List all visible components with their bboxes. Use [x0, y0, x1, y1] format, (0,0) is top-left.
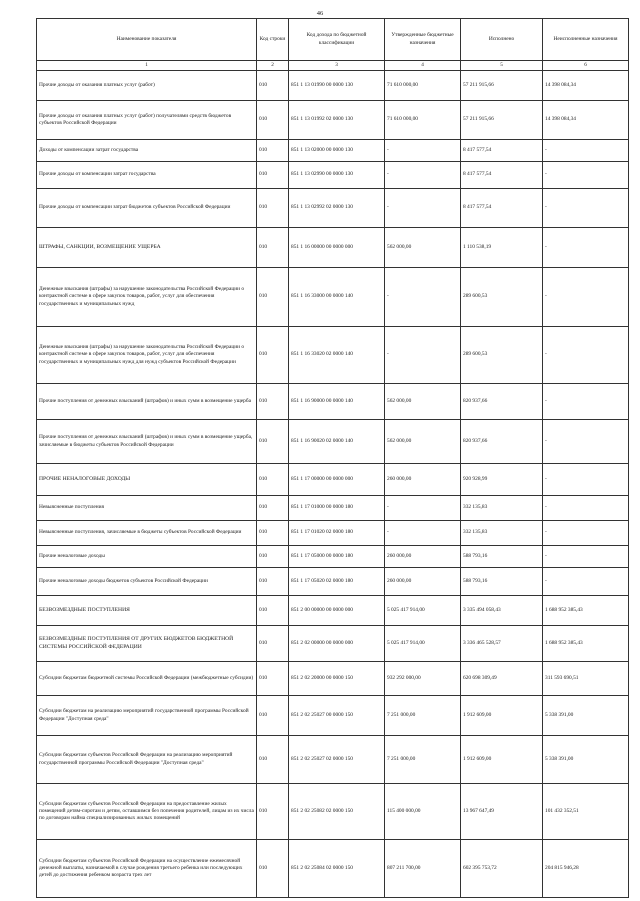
- row-executed: 920 928,99: [461, 464, 543, 496]
- row-name: Прочие доходы от оказания платных услуг (работ) получателями средств бюджетов субъектов Российской Федерации: [37, 101, 257, 140]
- column-number: 4: [385, 61, 461, 71]
- row-income-code: 851 1 17 00000 00 0000 000: [289, 464, 385, 496]
- row-income-code: 851 2 02 25027 00 0000 150: [289, 696, 385, 736]
- row-executed: 820 937,66: [461, 420, 543, 464]
- row-name: Невыясненные поступления: [37, 496, 257, 521]
- row-income-code: 851 1 16 90000 00 0000 140: [289, 384, 385, 420]
- row-executed: 332 135,83: [461, 521, 543, 546]
- row-executed: 332 135,83: [461, 496, 543, 521]
- row-approved: 71 610 000,00: [385, 71, 461, 101]
- table-row: [37, 228, 629, 268]
- row-income-code: 851 1 13 01990 00 0000 130: [289, 71, 385, 101]
- row-line-code: 010: [257, 464, 289, 496]
- row-executed: 588 793,16: [461, 568, 543, 596]
- row-executed: 602 395 753,72: [461, 840, 543, 898]
- header-name: Наименование показателя: [37, 19, 257, 61]
- row-approved: 7 251 000,00: [385, 696, 461, 736]
- row-unexecuted: -: [543, 140, 629, 162]
- row-line-code: 010: [257, 596, 289, 626]
- row-approved: 932 292 000,00: [385, 662, 461, 696]
- row-name: БЕЗВОЗМЕЗДНЫЕ ПОСТУПЛЕНИЯ: [37, 596, 257, 626]
- row-name: ШТРАФЫ, САНКЦИИ, ВОЗМЕЩЕНИЕ УЩЕРБА: [37, 228, 257, 268]
- row-income-code: 851 1 13 01992 02 0000 130: [289, 101, 385, 140]
- row-line-code: 010: [257, 784, 289, 840]
- row-unexecuted: -: [543, 327, 629, 384]
- table-row: [37, 596, 629, 626]
- row-line-code: 010: [257, 384, 289, 420]
- row-unexecuted: -: [543, 268, 629, 327]
- row-executed: 1 912 609,00: [461, 736, 543, 784]
- row-name: Прочие неналоговые доходы бюджетов субъектов Российской Федерации: [37, 568, 257, 596]
- row-income-code: 851 1 17 01020 02 0000 180: [289, 521, 385, 546]
- row-executed: 289 600,53: [461, 268, 543, 327]
- row-income-code: 851 1 16 90020 02 0000 140: [289, 420, 385, 464]
- row-executed: 289 600,53: [461, 327, 543, 384]
- row-approved: -: [385, 140, 461, 162]
- row-name: Субсидии бюджетам бюджетной системы Российской Федерации (межбюджетные субсидии): [37, 662, 257, 696]
- row-executed: 57 211 915,66: [461, 101, 543, 140]
- row-line-code: 010: [257, 662, 289, 696]
- row-name: Денежные взыскания (штрафы) за нарушение законодательства Российской Федерации о контрактной системе в сфере закупок товаров, работ, услуг для обеспечения государственных и муниципальных нужд для нужд субъектов Российской Федерации: [37, 327, 257, 384]
- header-unexecuted: Неисполненные назначения: [543, 19, 629, 61]
- row-name: Прочие поступления от денежных взысканий (штрафов) и иных сумм в возмещение ущерба: [37, 384, 257, 420]
- row-income-code: 851 2 02 25027 02 0000 150: [289, 736, 385, 784]
- row-executed: 3 336 465 528,57: [461, 626, 543, 662]
- row-name: Субсидии бюджетам субъектов Российской Федерации на реализацию мероприятий государственной программы Российской Федерации "Доступная среда": [37, 736, 257, 784]
- row-income-code: 851 1 13 02992 02 0000 130: [289, 189, 385, 228]
- row-line-code: 010: [257, 71, 289, 101]
- column-number: 1: [37, 61, 257, 71]
- table-row: [37, 496, 629, 521]
- row-name: Доходы от компенсации затрат государства: [37, 140, 257, 162]
- column-number: 3: [289, 61, 385, 71]
- row-unexecuted: 5 338 391,00: [543, 736, 629, 784]
- row-unexecuted: -: [543, 228, 629, 268]
- row-name: Денежные взыскания (штрафы) за нарушение законодательства Российской Федерации о контрактной системе в сфере закупок товаров, работ, услуг для обеспечения государственных и муниципальных нужд: [37, 268, 257, 327]
- table-row: [37, 696, 629, 736]
- row-line-code: 010: [257, 521, 289, 546]
- row-line-code: 010: [257, 140, 289, 162]
- row-unexecuted: -: [543, 496, 629, 521]
- row-name: Прочие доходы от компенсации затрат государства: [37, 162, 257, 189]
- row-line-code: 010: [257, 568, 289, 596]
- row-unexecuted: -: [543, 464, 629, 496]
- column-number: 6: [543, 61, 629, 71]
- row-approved: 562 000,00: [385, 228, 461, 268]
- row-executed: 13 967 647,49: [461, 784, 543, 840]
- row-approved: 5 025 417 914,00: [385, 626, 461, 662]
- table-row: [37, 784, 629, 840]
- row-unexecuted: -: [543, 384, 629, 420]
- header-income-code: Код дохода по бюджетной классификации: [289, 19, 385, 61]
- table-row: [37, 420, 629, 464]
- table-row: [37, 568, 629, 596]
- row-executed: 620 698 309,49: [461, 662, 543, 696]
- table-header-row: [37, 19, 629, 61]
- row-executed: 1 912 609,00: [461, 696, 543, 736]
- header-line-code: Код строки: [257, 19, 289, 61]
- row-executed: 3 335 494 058,43: [461, 596, 543, 626]
- row-name: Субсидии бюджетам субъектов Российской Федерации на осуществление ежемесячной денежной выплаты, назначаемой в случае рождения третьего ребенка или последующих детей до достижения ребенком возраста трех лет: [37, 840, 257, 898]
- row-line-code: 010: [257, 327, 289, 384]
- row-approved: -: [385, 496, 461, 521]
- row-name: Невыясненные поступления, зачисляемые в бюджеты субъектов Российской Федерации: [37, 521, 257, 546]
- row-name: Субсидии бюджетам на реализацию мероприятий государственной программы Российской Федерации "Доступная среда": [37, 696, 257, 736]
- row-name: Прочие неналоговые доходы: [37, 546, 257, 568]
- row-unexecuted: 5 338 391,00: [543, 696, 629, 736]
- row-name: Прочие поступления от денежных взысканий (штрафов) и иных сумм в возмещение ущерба, зачисляемые в бюджеты субъектов Российской Федерации: [37, 420, 257, 464]
- table-row: [37, 327, 629, 384]
- row-executed: 820 937,66: [461, 384, 543, 420]
- row-unexecuted: -: [543, 420, 629, 464]
- table-row: [37, 840, 629, 898]
- column-number-row: [37, 61, 629, 71]
- row-executed: 8 417 577,54: [461, 162, 543, 189]
- row-income-code: 851 2 02 00000 00 0000 000: [289, 626, 385, 662]
- row-line-code: 010: [257, 228, 289, 268]
- table-row: [37, 140, 629, 162]
- row-approved: 562 000,00: [385, 384, 461, 420]
- row-line-code: 010: [257, 496, 289, 521]
- row-line-code: 010: [257, 736, 289, 784]
- row-unexecuted: 311 593 690,51: [543, 662, 629, 696]
- row-line-code: 010: [257, 101, 289, 140]
- row-income-code: 851 1 16 33000 00 0000 140: [289, 268, 385, 327]
- row-unexecuted: -: [543, 521, 629, 546]
- row-line-code: 010: [257, 626, 289, 662]
- row-unexecuted: 1 688 952 385,43: [543, 596, 629, 626]
- row-approved: 7 251 000,00: [385, 736, 461, 784]
- row-line-code: 010: [257, 420, 289, 464]
- row-executed: 57 211 915,66: [461, 71, 543, 101]
- row-executed: 588 793,16: [461, 546, 543, 568]
- row-approved: 260 000,00: [385, 568, 461, 596]
- row-line-code: 010: [257, 696, 289, 736]
- row-unexecuted: -: [543, 546, 629, 568]
- row-name: Прочие доходы от оказания платных услуг (работ): [37, 71, 257, 101]
- row-approved: -: [385, 162, 461, 189]
- row-approved: 260 000,00: [385, 546, 461, 568]
- row-line-code: 010: [257, 268, 289, 327]
- row-name: ПРОЧИЕ НЕНАЛОГОВЫЕ ДОХОДЫ: [37, 464, 257, 496]
- row-name: Прочие доходы от компенсации затрат бюджетов субъектов Российской Федерации: [37, 189, 257, 228]
- table-row: [37, 521, 629, 546]
- row-executed: 1 110 538,19: [461, 228, 543, 268]
- row-income-code: 851 2 02 25082 02 0000 150: [289, 784, 385, 840]
- row-approved: 807 211 700,00: [385, 840, 461, 898]
- row-executed: 8 417 577,54: [461, 189, 543, 228]
- row-income-code: 851 1 17 05020 02 0000 180: [289, 568, 385, 596]
- column-number: 5: [461, 61, 543, 71]
- row-unexecuted: 14 398 084,34: [543, 71, 629, 101]
- row-line-code: 010: [257, 546, 289, 568]
- row-approved: 71 610 000,00: [385, 101, 461, 140]
- row-approved: 5 025 417 914,00: [385, 596, 461, 626]
- row-income-code: 851 1 13 02990 00 0000 130: [289, 162, 385, 189]
- row-income-code: 851 2 00 00000 00 0000 000: [289, 596, 385, 626]
- row-name: БЕЗВОЗМЕЗДНЫЕ ПОСТУПЛЕНИЯ ОТ ДРУГИХ БЮДЖЕТОВ БЮДЖЕТНОЙ СИСТЕМЫ РОССИЙСКОЙ ФЕДЕРАЦИИ: [37, 626, 257, 662]
- table-row: [37, 736, 629, 784]
- row-approved: 115 400 000,00: [385, 784, 461, 840]
- row-unexecuted: -: [543, 189, 629, 228]
- header-approved: Утвержденные бюджетные назначения: [385, 19, 461, 61]
- row-income-code: 851 1 16 33020 02 0000 140: [289, 327, 385, 384]
- row-approved: -: [385, 268, 461, 327]
- row-executed: 8 417 577,54: [461, 140, 543, 162]
- row-unexecuted: 14 398 084,34: [543, 101, 629, 140]
- table-row: [37, 626, 629, 662]
- row-unexecuted: -: [543, 162, 629, 189]
- row-unexecuted: 101 432 352,51: [543, 784, 629, 840]
- row-line-code: 010: [257, 162, 289, 189]
- table-row: [37, 546, 629, 568]
- table-row: [37, 71, 629, 101]
- table-row: [37, 101, 629, 140]
- table-row: [37, 189, 629, 228]
- row-line-code: 010: [257, 840, 289, 898]
- column-number: 2: [257, 61, 289, 71]
- row-approved: -: [385, 521, 461, 546]
- row-line-code: 010: [257, 189, 289, 228]
- row-approved: 260 000,00: [385, 464, 461, 496]
- row-income-code: 851 2 02 25084 02 0000 150: [289, 840, 385, 898]
- row-income-code: 851 1 17 01000 00 0000 180: [289, 496, 385, 521]
- row-income-code: 851 1 13 02000 00 0000 130: [289, 140, 385, 162]
- header-executed: Исполнено: [461, 19, 543, 61]
- table-row: [37, 384, 629, 420]
- row-approved: 562 000,00: [385, 420, 461, 464]
- budget-execution-table: [36, 18, 629, 898]
- table-row: [37, 662, 629, 696]
- table-row: [37, 464, 629, 496]
- row-unexecuted: -: [543, 568, 629, 596]
- table-row: [37, 268, 629, 327]
- row-approved: -: [385, 327, 461, 384]
- row-approved: -: [385, 189, 461, 228]
- row-unexecuted: 204 815 946,28: [543, 840, 629, 898]
- row-income-code: 851 2 02 20000 00 0000 150: [289, 662, 385, 696]
- page-number: 46: [316, 10, 324, 17]
- table-row: [37, 162, 629, 189]
- row-income-code: 851 1 17 05000 00 0000 180: [289, 546, 385, 568]
- row-unexecuted: 1 688 952 385,43: [543, 626, 629, 662]
- row-name: Субсидии бюджетам субъектов Российской Федерации на предоставление жилых помещений детям-сиротам и детям, оставшимся без попечения родителей, лицам из их числа по договорам найма специализированных жилых помещений: [37, 784, 257, 840]
- row-income-code: 851 1 16 00000 00 0000 000: [289, 228, 385, 268]
